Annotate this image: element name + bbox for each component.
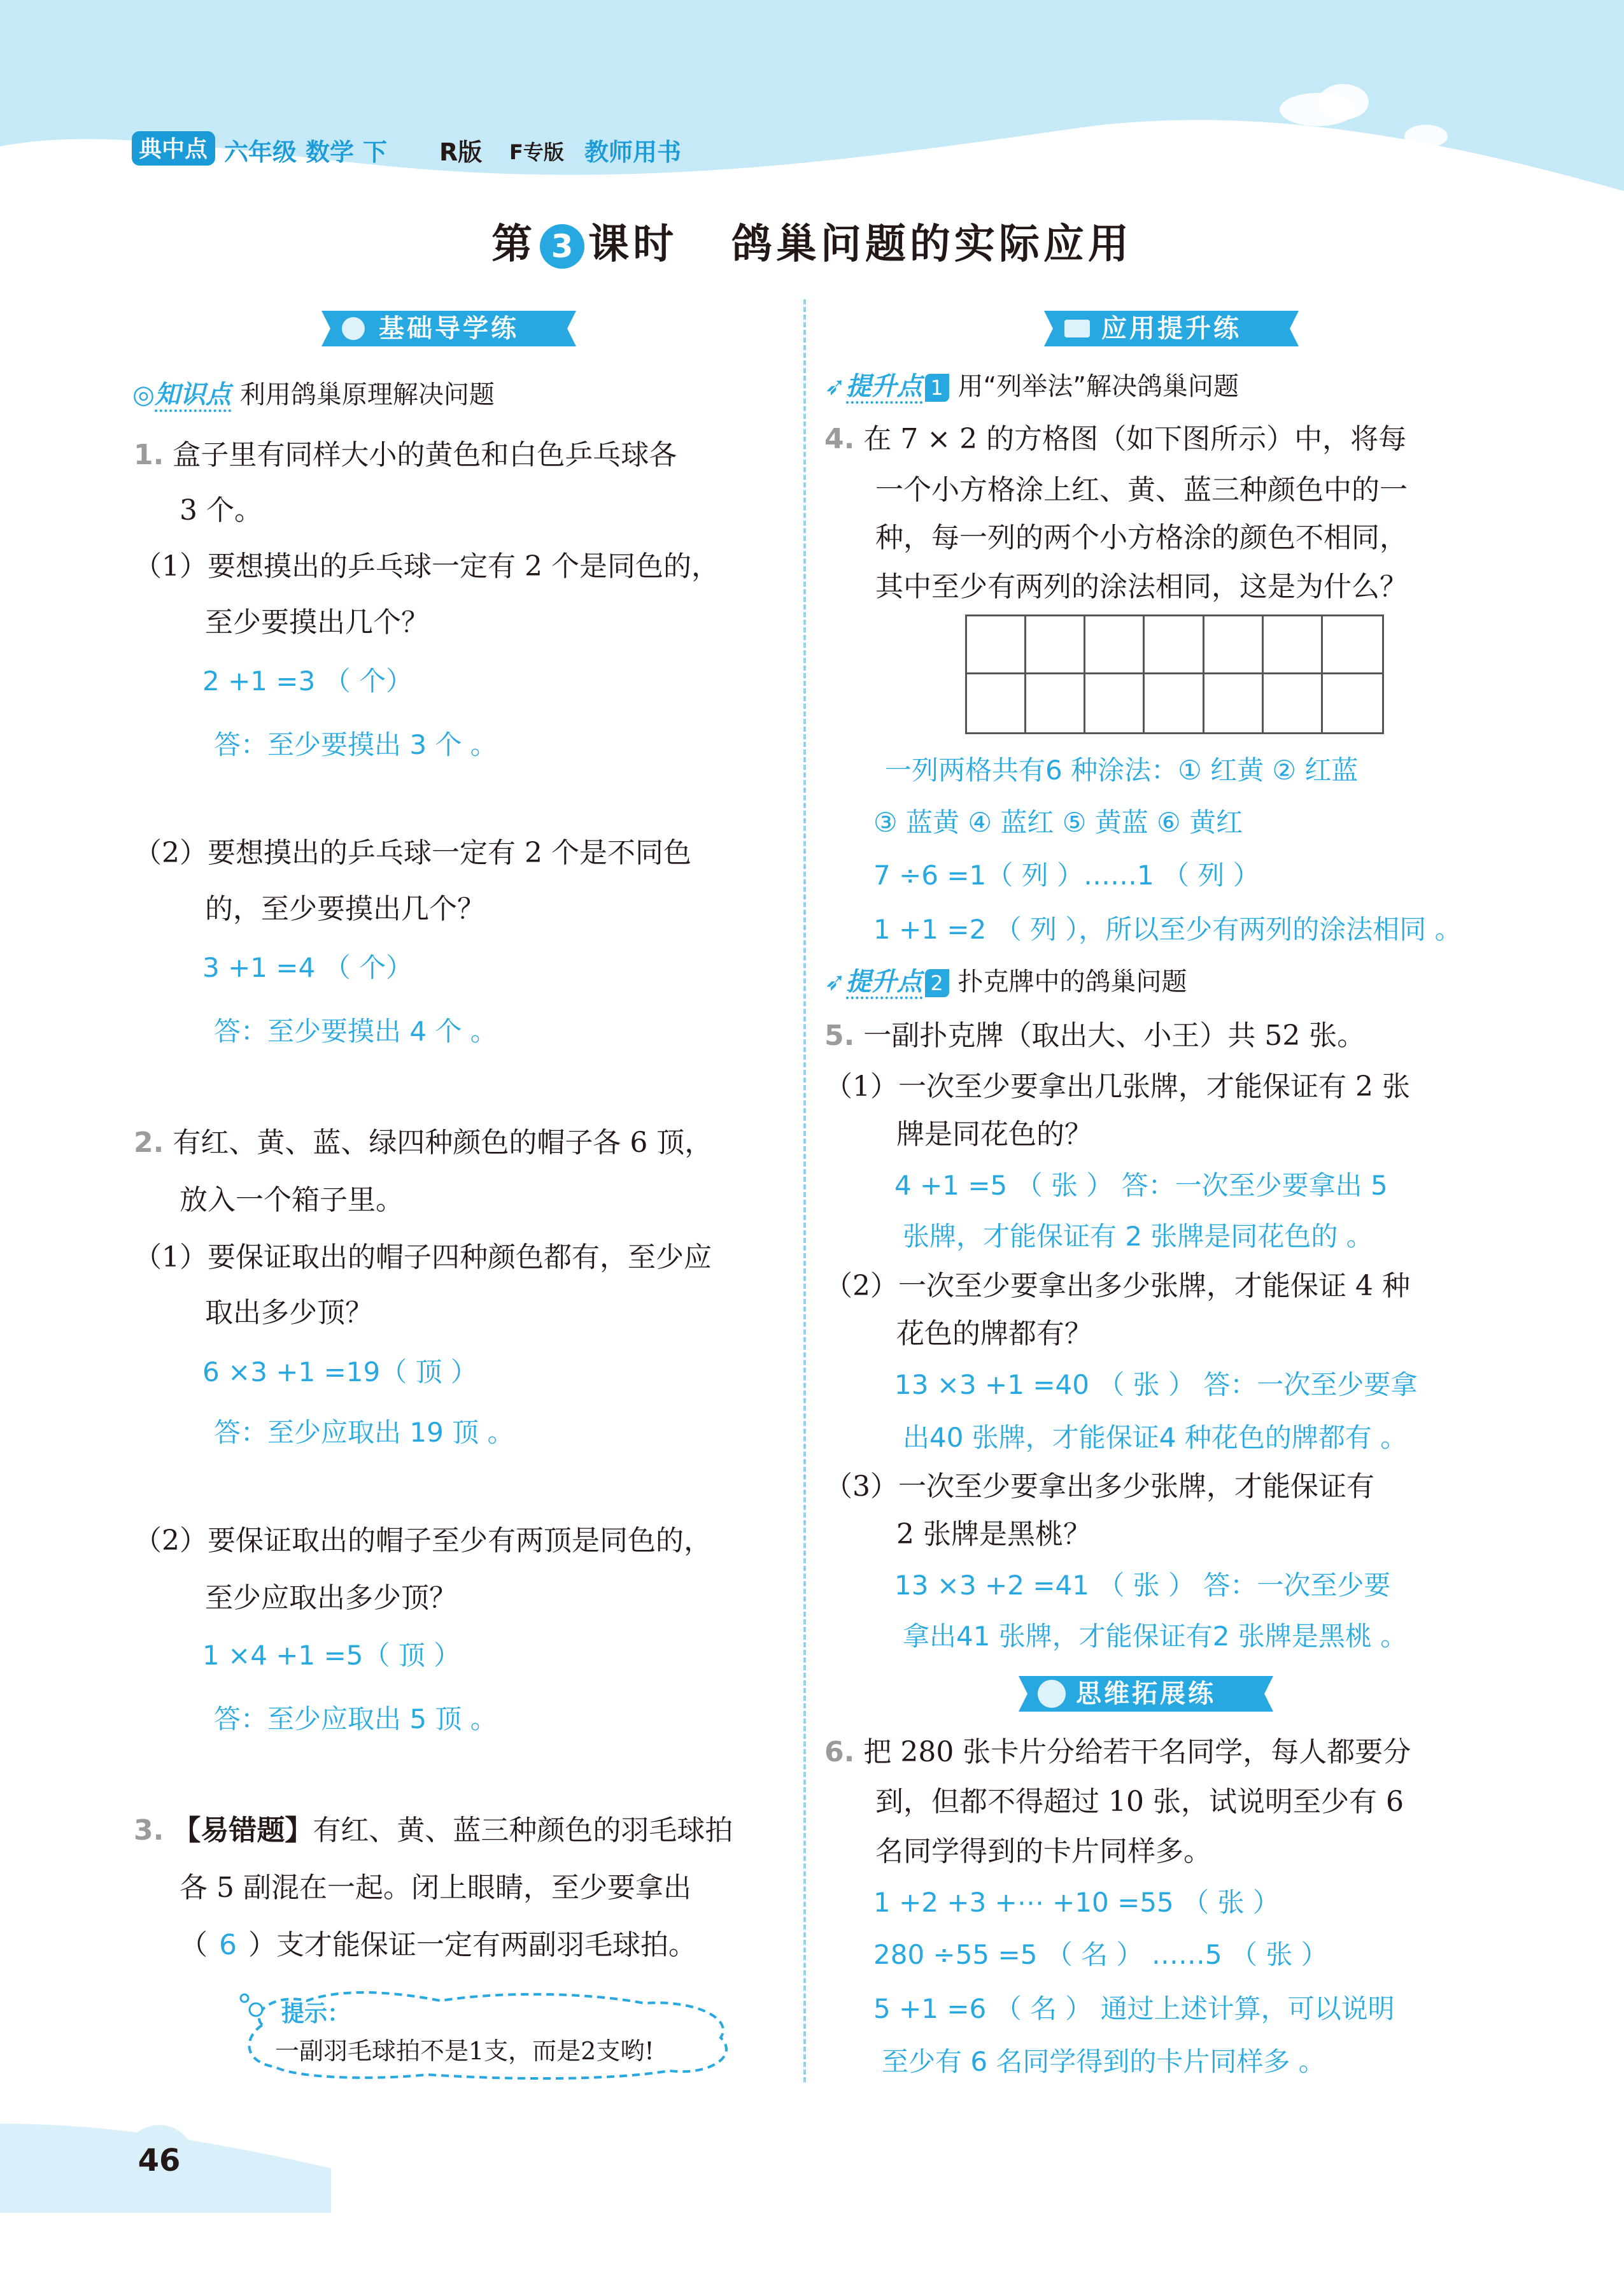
q1-line1 (134, 436, 677, 474)
header-edition: R版 (439, 138, 483, 166)
q3-number: 3. (134, 1814, 164, 1847)
q5-part2-answer-line2: 出40 张牌，才能保证4 种花色的牌都有 。 (903, 1422, 1408, 1453)
section-banner-extension (1012, 1671, 1280, 1717)
q4-answer-line4: 1 +1 =2 （ 列 ），所以至少有两列的涂法相同 。 (873, 914, 1462, 945)
brand-logo (131, 127, 216, 169)
q6-line2: 到，但都不得超过 10 张，试说明至少有 6 (875, 1786, 1404, 1818)
q5-part2-line1: （2）一次至少要拿出多少张牌，才能保证 4 种 (824, 1270, 1410, 1302)
q2-part2-line2: 至少应取出多少顶？ (205, 1582, 457, 1614)
header-book-type: 教师用书 (584, 138, 682, 166)
q5-part1-line2: 牌是同花色的？ (896, 1118, 1092, 1151)
q2-text-line1: 有红、黄、蓝、绿四种颜色的帽子各 6 顶， (173, 1126, 713, 1159)
q2-part2-calc: 1 ×4 +1 =5（ 顶 ） (202, 1640, 461, 1671)
column-divider (803, 299, 806, 2082)
q3-text-line3: ）支才能保证一定有两副羽毛球拍。 (248, 1929, 696, 1961)
grid-cell (1085, 616, 1145, 674)
grid-cell (1145, 674, 1204, 732)
q5-part1-answer-line1: 4 +1 =5 （ 张 ） 答：一次至少要拿出 5 (894, 1170, 1388, 1201)
section-banner-extension-label: 思维拓展练 (1076, 1679, 1216, 1708)
q5-part3-line1: （3）一次至少要拿出多少张牌，才能保证有 (824, 1470, 1374, 1503)
improvement-point-1-tag: 提升点 (846, 372, 922, 404)
brand-logo-text: 典中点 (138, 136, 208, 162)
q5-part2-answer-line1: 13 ×3 +1 =40 （ 张 ） 答：一次至少要拿 (894, 1369, 1418, 1400)
q1-number: 1. (134, 439, 164, 471)
q2-part1-line2: 取出多少顶？ (205, 1296, 373, 1329)
q6-number: 6. (824, 1736, 855, 1768)
q2-part2-answer: 答：至少应取出 5 顶 。 (214, 1703, 497, 1735)
q1-text-line1: 盒子里有同样大小的黄色和白色乒乓球各 (173, 439, 677, 471)
improvement-point-2-tag: 提升点 (846, 967, 922, 999)
title-name: 鸽巢问题的实际应用 (731, 221, 1133, 268)
grid-cell (1026, 616, 1085, 674)
improvement-point-2-number: 2 (925, 969, 949, 997)
q5-part3-answer-line2: 拿出41 张牌，才能保证有2 张牌是黑桃 。 (903, 1621, 1408, 1652)
header-term: 下 (363, 138, 388, 166)
q4-answer-line3: 7 ÷6 =1（ 列 ）……1 （ 列 ） (873, 860, 1260, 891)
q4-line3: 种，每一列的两个小方格涂的颜色不相同， (875, 522, 1408, 554)
grid-cell (1204, 616, 1264, 674)
q4-text-line1: 在 7 × 2 的方格图（如下图所示）中，将每 (863, 423, 1407, 455)
q1-part2-line2: 的，至少要摸出几个？ (205, 893, 485, 925)
q6-line1 (824, 1733, 1411, 1771)
q1-part2-calc: 3 +1 =4 （ 个） (202, 952, 413, 983)
q5-text-line1: 一副扑克牌（取出大、小王）共 52 张。 (863, 1019, 1366, 1052)
q1-line2: 3 个。 (180, 494, 262, 527)
q5-number: 5. (824, 1019, 855, 1052)
grid-cell (1026, 674, 1085, 732)
improvement-point-2 (824, 962, 1187, 998)
q6-text-line1: 把 280 张卡片分给若干名同学，每人都要分 (863, 1736, 1411, 1768)
q3-line1 (134, 1812, 733, 1850)
title-suffix: 课时 (588, 221, 678, 268)
knowledge-point-text: 利用鸽巢原理解决问题 (239, 380, 495, 409)
target-icon: ◎ (132, 380, 155, 409)
lesson-title (0, 211, 1624, 270)
improvement-point-1 (824, 366, 1239, 402)
q2-part1-answer: 答：至少应取出 19 顶 。 (214, 1417, 514, 1448)
section-banner-basic-label: 基础导学练 (379, 314, 519, 343)
improvement-point-1-number: 1 (925, 374, 949, 402)
q3-line3 (180, 1926, 696, 1964)
q3-tag: 【易错题】 (173, 1814, 313, 1847)
knowledge-point-tag: 知识点 (155, 380, 231, 412)
grid-cell (1264, 674, 1323, 732)
q5-part3-answer-line1: 13 ×3 +2 =41 （ 张 ） 答：一次至少要 (894, 1570, 1391, 1601)
grid-cell (967, 674, 1026, 732)
improvement-point-2-text: 扑克牌中的鸽巢问题 (957, 967, 1187, 997)
q4-line1 (824, 420, 1406, 458)
q4-number: 4. (824, 423, 855, 455)
section-banner-basic (315, 306, 583, 351)
grid-cell (1264, 616, 1323, 674)
hint-text: 一副羽毛球拍不是1支，而是2支哟! (275, 2037, 654, 2065)
q5-part3-line2: 2 张牌是黑桃？ (896, 1518, 1091, 1551)
title-prefix: 第 (491, 221, 537, 268)
page-number: 46 (138, 2143, 181, 2178)
rocket-icon: ➶ (824, 967, 846, 997)
grid-cell (1145, 616, 1204, 674)
improvement-point-1-text: 用“列举法”解决鸽巢问题 (957, 372, 1239, 401)
header-subject: 数学 (306, 138, 355, 166)
grid-cell (1204, 674, 1264, 732)
grid-cell (1323, 616, 1382, 674)
q1-part1-line2: 至少要摸出几个？ (205, 606, 429, 639)
title-number-badge: 3 (540, 224, 584, 269)
section-banner-application (1038, 306, 1305, 351)
grid-cell (1323, 674, 1382, 732)
hint-title: 提示： (281, 2001, 351, 2027)
q5-line1 (824, 1017, 1365, 1055)
q4-line4: 其中至少有两列的涂法相同，这是为什么？ (875, 571, 1408, 603)
q6-answer-line3: 5 +1 =6 （ 名 ） 通过上述计算，可以说明 (873, 1993, 1395, 2024)
q2-part2-line1: （2）要保证取出的帽子至少有两顶是同色的， (134, 1524, 712, 1557)
header-grade: 六年级 (224, 138, 297, 166)
q5-part2-line2: 花色的牌都有？ (896, 1317, 1092, 1350)
q3-line2: 各 5 副混在一起。闭上眼睛，至少要拿出 (180, 1871, 691, 1904)
header-wave-background (0, 0, 1624, 210)
q6-answer-line2: 280 ÷55 =5 （ 名 ） ……5 （ 张 ） (873, 1939, 1328, 1970)
q6-answer-line4: 至少有 6 名同学得到的卡片同样多 。 (882, 2046, 1325, 2077)
q3-text-line1: 有红、黄、蓝三种颜色的羽毛球拍 (313, 1814, 733, 1847)
q5-part1-answer-line2: 张牌，才能保证有 2 张牌是同花色的 。 (903, 1221, 1373, 1252)
q2-line1 (134, 1124, 712, 1162)
q2-part1-calc: 6 ×3 +1 =19（ 顶 ） (202, 1356, 477, 1388)
rocket-icon: ➶ (824, 372, 846, 401)
q1-part2-answer: 答：至少要摸出 4 个 。 (214, 1016, 497, 1047)
section-banner-application-label: 应用提升练 (1101, 314, 1241, 343)
q2-part1-line1: （1）要保证取出的帽子四种颜色都有，至少应 (134, 1241, 712, 1274)
q2-number: 2. (134, 1126, 164, 1159)
q1-part1-answer: 答：至少要摸出 3 个 。 (214, 729, 497, 760)
q2-line2: 放入一个箱子里。 (180, 1184, 404, 1216)
q1-part2-line1: （2）要想摸出的乒乓球一定有 2 个是不同色 (134, 837, 691, 869)
hint-cloud (237, 1987, 740, 2082)
q3-paren-open: （ (180, 1929, 208, 1961)
q3-blank-answer: 6 (219, 1929, 237, 1961)
grid-cell (1085, 674, 1145, 732)
q5-part1-line1: （1）一次至少要拿出几张牌，才能保证有 2 张 (824, 1070, 1410, 1103)
q4-grid-7x2 (965, 614, 1384, 734)
q6-line3: 名同学得到的卡片同样多。 (875, 1835, 1211, 1868)
knowledge-point (132, 374, 495, 411)
header-special: F专版 (509, 140, 564, 164)
q1-part1-calc: 2 +1 =3 （ 个） (202, 665, 413, 697)
q4-answer-line1: 一列两格共有6 种涂法：① 红黄 ② 红蓝 (885, 755, 1359, 786)
q4-line2: 一个小方格涂上红、黄、蓝三种颜色中的一 (875, 474, 1408, 506)
q4-answer-line2: ③ 蓝黄 ④ 蓝红 ⑤ 黄蓝 ⑥ 黄红 (873, 807, 1243, 838)
q1-part1-line1: （1）要想摸出的乒乓球一定有 2 个是同色的， (134, 550, 719, 583)
q6-answer-line1: 1 +2 +3 +⋯ +10 =55 （ 张 ） (873, 1887, 1280, 1918)
grid-cell (967, 616, 1026, 674)
